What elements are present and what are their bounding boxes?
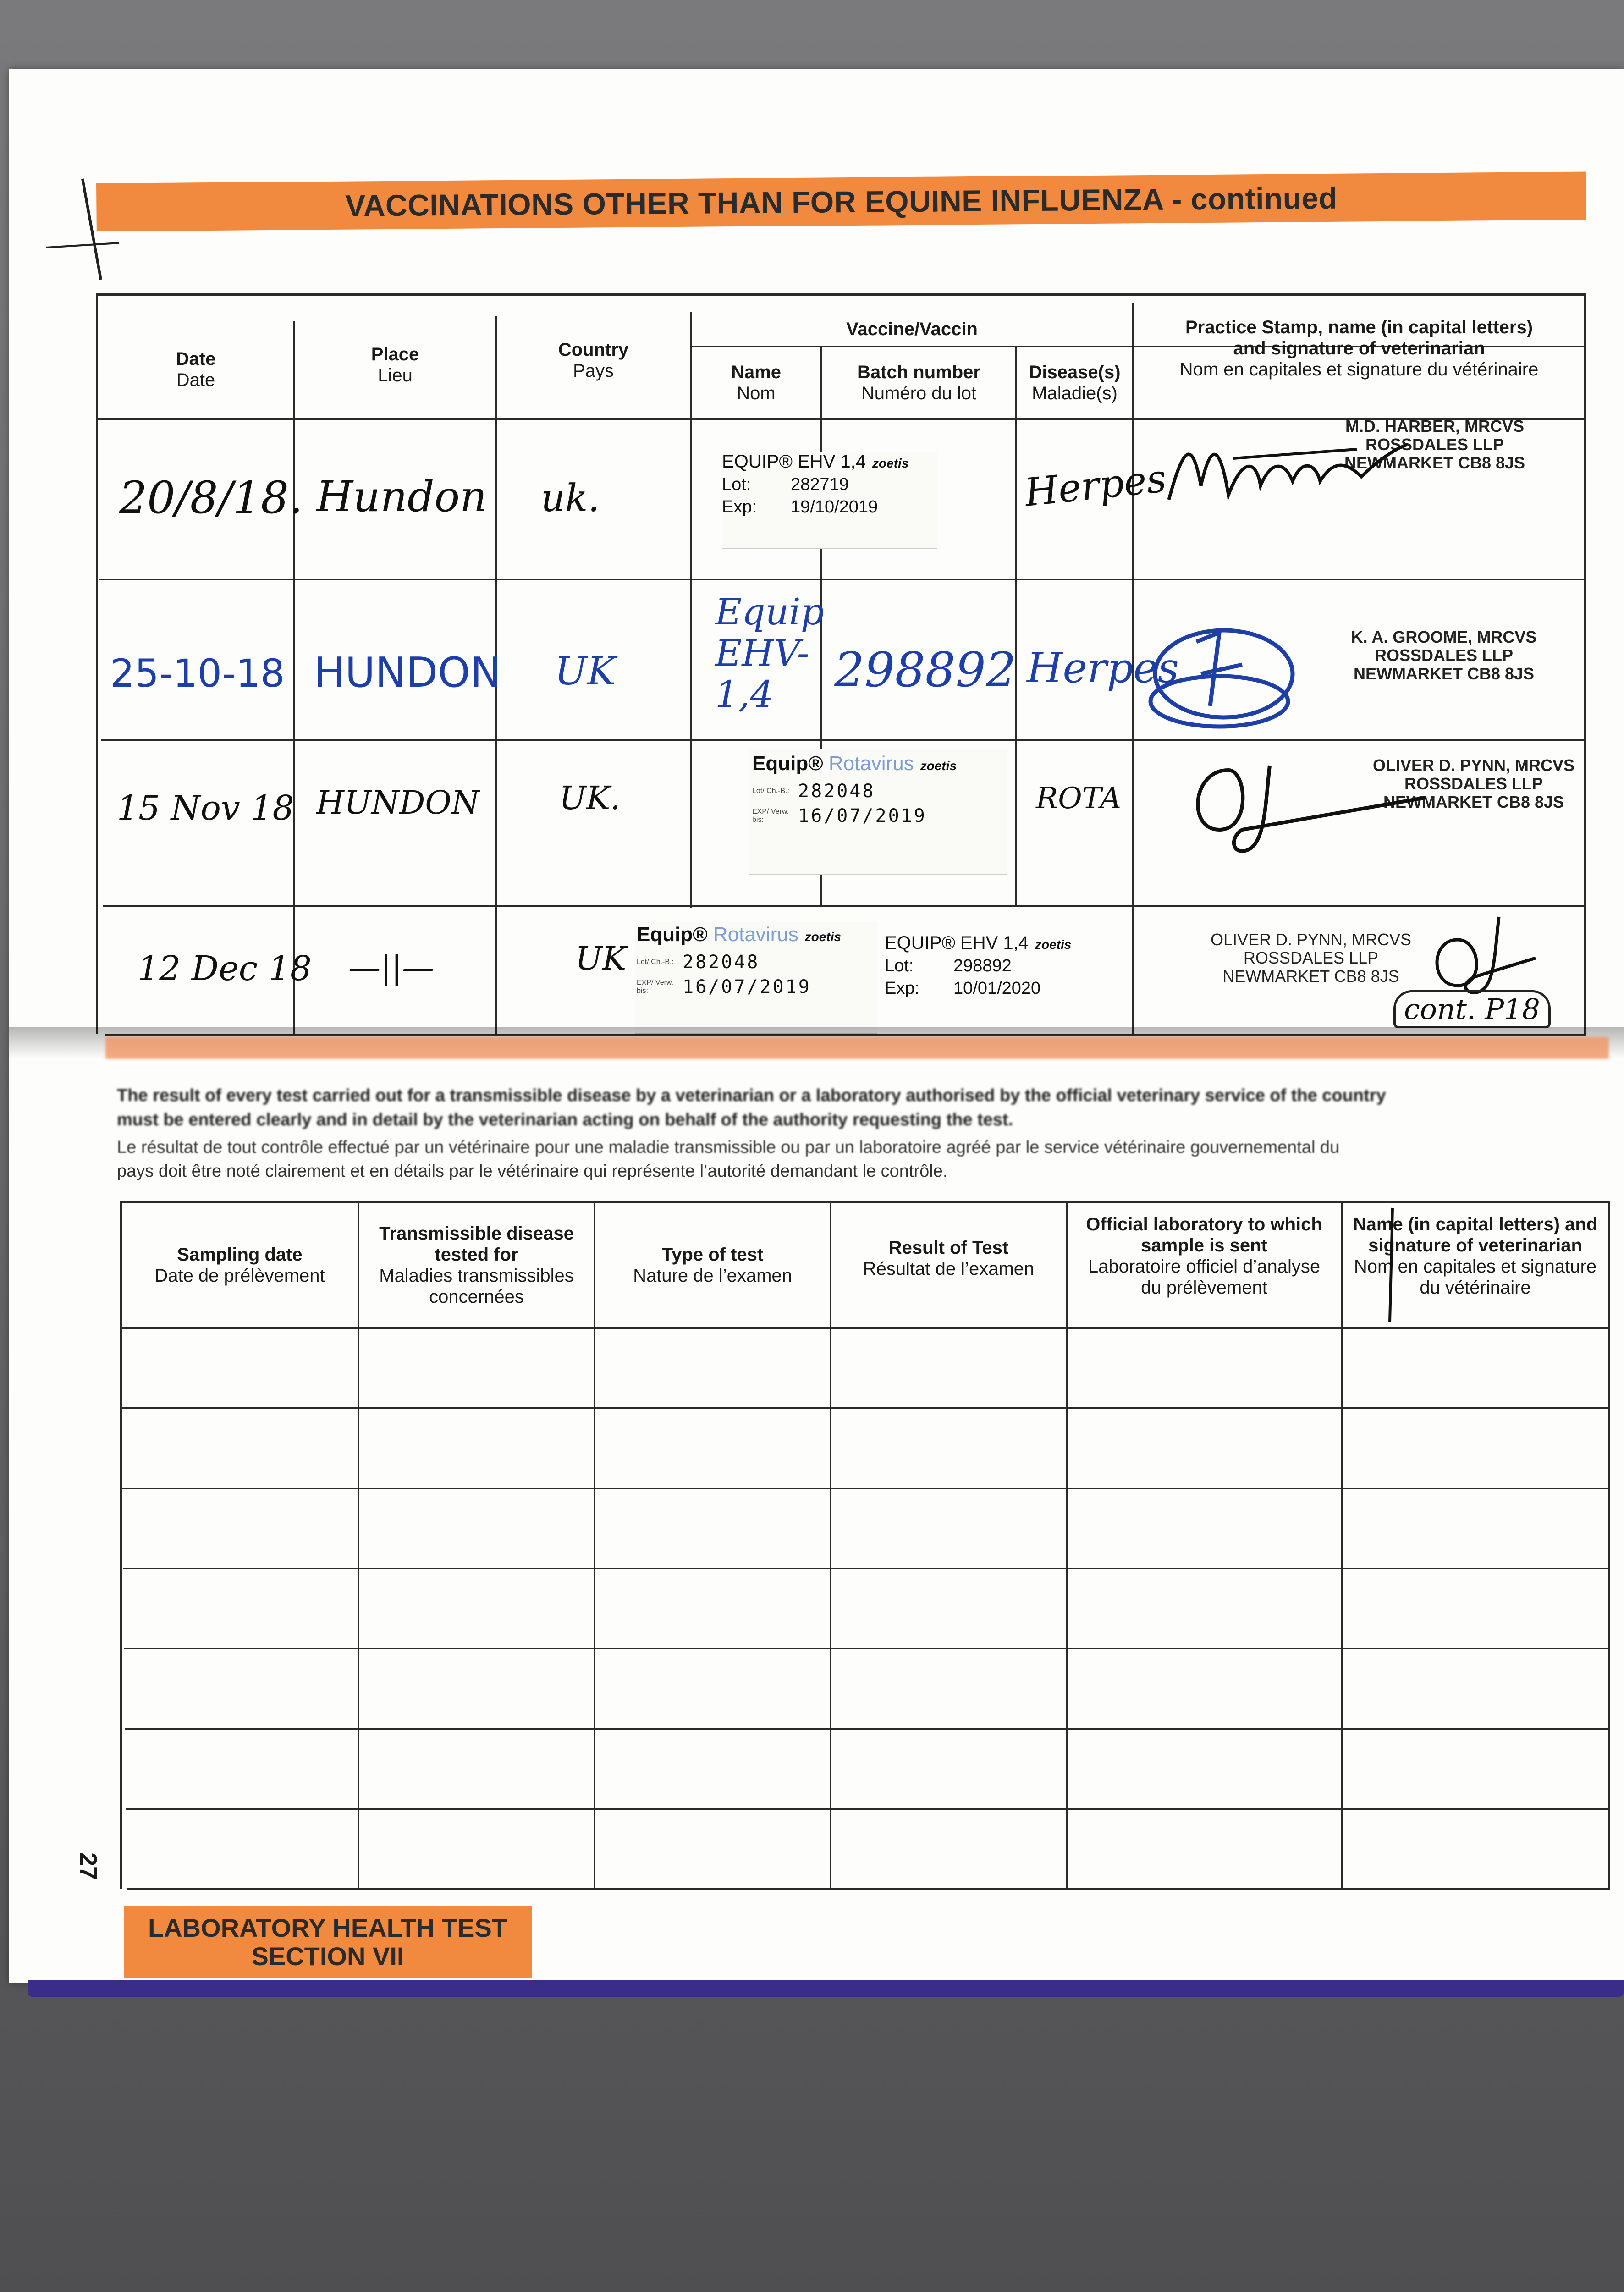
lab-header-vet-en-1: Name (in capital letters) and bbox=[1353, 1214, 1598, 1234]
row3-label-lot-label: Lot/ Ch.-B.: bbox=[752, 787, 789, 795]
row2-stamp-line2: ROSSDALES LLP bbox=[1374, 646, 1514, 665]
zoetis-logo: zoetis bbox=[920, 759, 957, 773]
lab-header-lab-fr-1: Laboratoire officiel d’analyse bbox=[1088, 1256, 1321, 1277]
lab-header-result-en: Result of Test bbox=[888, 1238, 1009, 1258]
lab-header-disease bbox=[359, 1203, 594, 1327]
row4-label-lot: 282048 bbox=[683, 952, 760, 973]
table-rule bbox=[1608, 1201, 1610, 1889]
row1-label-product: EQUIP® EHV 1,4 bbox=[722, 452, 866, 472]
row2-name-line3: 1,4 bbox=[715, 673, 774, 716]
header-stamp-fr: Nom en capitales et signature du vétérinaire bbox=[1179, 359, 1539, 380]
row3-label-product-accent: Rotavirus bbox=[828, 752, 914, 775]
passport-cover-edge bbox=[28, 1980, 1624, 1997]
row3-place: HUNDON bbox=[316, 784, 480, 821]
lab-header-lab-en-2: sample is sent bbox=[1141, 1235, 1267, 1256]
lab-header-type bbox=[595, 1203, 830, 1327]
row1-disease: Herpes bbox=[1022, 456, 1168, 515]
lab-header-lab-fr-2: du prélèvement bbox=[1141, 1278, 1267, 1298]
row2-name-line2: EHV- bbox=[715, 632, 809, 674]
lab-header-result bbox=[831, 1203, 1066, 1313]
header-place-en: Place bbox=[371, 344, 419, 364]
row4-label-product-accent: Rotavirus bbox=[713, 923, 798, 946]
header-disease-en: Disease(s) bbox=[1029, 362, 1121, 382]
zoetis-logo: zoetis bbox=[804, 930, 842, 944]
row1-date: 20/8/18. bbox=[119, 472, 303, 523]
lab-header-type-fr: Nature de l’examen bbox=[633, 1266, 792, 1286]
row2-batch: 298892 bbox=[834, 642, 1017, 698]
row4-label2-exp: 10/01/2020 bbox=[953, 979, 1041, 998]
row3-disease: ROTA bbox=[1036, 782, 1122, 815]
row3-date: 15 Nov 18 bbox=[117, 788, 294, 828]
row1-label-lot: 282719 bbox=[791, 475, 849, 494]
row4-date: 12 Dec 18 bbox=[138, 949, 312, 988]
row1-place: Hundon bbox=[316, 472, 487, 521]
row2-stamp-line3: NEWMARKET CB8 8JS bbox=[1353, 664, 1535, 683]
row1-label-exp-label: Exp: bbox=[722, 497, 757, 517]
row1-country: uk. bbox=[541, 477, 600, 520]
row3-label-exp-label: EXP/ Verw. bis: bbox=[752, 808, 789, 824]
lab-header-vet-fr-2: du vétérinaire bbox=[1420, 1278, 1531, 1298]
row4-note: cont. P18 bbox=[1393, 990, 1551, 1028]
table-rule bbox=[121, 1407, 1610, 1409]
row3-country: UK. bbox=[559, 779, 621, 817]
header-batch-fr: Numéro du lot bbox=[861, 383, 977, 403]
table-rule bbox=[123, 1568, 1610, 1569]
row3-label-lot: 282048 bbox=[798, 781, 875, 802]
row1-label-exp: 19/10/2019 bbox=[791, 497, 878, 517]
header-name-fr: Nom bbox=[737, 383, 776, 403]
row1-stamp-line3: NEWMARKET CB8 8JS bbox=[1344, 453, 1525, 472]
row4-label-exp-label: EXP/ Verw. bis: bbox=[637, 979, 674, 995]
lab-intro-en-1: The result of every test carried out for a transmissible disease by a veterinarian or a laboratory authorised by the official veterinary service of the country bbox=[117, 1086, 1386, 1105]
row4-label-product: Equip® bbox=[637, 923, 708, 946]
row3-label-product: Equip® bbox=[752, 752, 823, 775]
row4-label2-product: EQUIP® EHV 1,4 bbox=[885, 933, 1029, 953]
row4-stamp-line2: ROSSDALES LLP bbox=[1243, 948, 1379, 967]
lab-header-sampling-fr: Date de prélèvement bbox=[154, 1266, 325, 1286]
header-country-fr: Pays bbox=[573, 361, 614, 381]
row4-place: —||— bbox=[348, 949, 435, 986]
table-rule bbox=[122, 1488, 1610, 1489]
header-stamp-en-2: and signature of veterinarian bbox=[1233, 338, 1485, 358]
pen-mark bbox=[1384, 1206, 1398, 1325]
row2-place: HUNDON bbox=[314, 649, 501, 697]
section-banner-line1: LABORATORY HEALTH TEST bbox=[148, 1913, 507, 1942]
lab-intro-fr-1: Le résultat de tout contrôle effectué par un vétérinaire pour une maladie transmissible ou par un laboratoire agréé par le service vétérinaire gouvernemental du bbox=[117, 1138, 1340, 1157]
zoetis-logo: zoetis bbox=[872, 456, 909, 470]
row3-stamp-line1: OLIVER D. PYNN, MRCVS bbox=[1372, 756, 1575, 775]
section-banner-line2: SECTION VII bbox=[251, 1942, 404, 1971]
lab-header-sampling-en: Sampling date bbox=[177, 1245, 303, 1265]
row4-label2-lot: 298892 bbox=[953, 956, 1012, 975]
row4-country: UK bbox=[575, 940, 627, 977]
header-disease-fr: Maladie(s) bbox=[1032, 383, 1118, 403]
row2-stamp-line1: K. A. GROOME, MRCVS bbox=[1351, 628, 1537, 646]
row4-label-lot-label: Lot/ Ch.-B.: bbox=[637, 958, 674, 966]
lab-header-lab bbox=[1068, 1203, 1341, 1309]
lab-header-lab-en-1: Official laboratory to which bbox=[1086, 1214, 1322, 1234]
row2-name-line1: Equip bbox=[715, 590, 824, 633]
header-place-fr: Lieu bbox=[378, 365, 413, 386]
row4-label-exp: 16/07/2019 bbox=[683, 976, 811, 997]
lab-header-type-en: Type of test bbox=[661, 1245, 764, 1265]
header-vaccine-group-label: Vaccine/Vaccin bbox=[846, 319, 978, 339]
lab-header-disease-en-2: tested for bbox=[435, 1245, 518, 1265]
table-rule bbox=[126, 1808, 1610, 1810]
row1-stamp-line2: ROSSDALES LLP bbox=[1365, 435, 1504, 454]
row3-stamp-line3: NEWMARKET CB8 8JS bbox=[1383, 793, 1564, 811]
row2-date: 25-10-18 bbox=[110, 651, 285, 696]
header-country-en: Country bbox=[558, 340, 629, 360]
row4-stamp-line1: OLIVER D. PYNN, MRCVS bbox=[1210, 930, 1412, 949]
row4-label2-exp-label: Exp: bbox=[885, 979, 920, 998]
row2-disease: Herpes bbox=[1027, 644, 1179, 692]
lab-header-disease-fr-2: concernées bbox=[429, 1287, 524, 1307]
row2-country: UK bbox=[555, 649, 616, 694]
header-name-en: Name bbox=[731, 362, 781, 382]
header-date-en: Date bbox=[176, 349, 216, 369]
page-title: VACCINATIONS OTHER THAN FOR EQUINE INFLUENZA - continued bbox=[96, 171, 1586, 231]
lab-header-disease-en-1: Transmissible disease bbox=[379, 1223, 574, 1244]
lab-header-sampling bbox=[122, 1203, 358, 1327]
table-border-bottom bbox=[127, 1888, 1610, 1890]
table-rule bbox=[125, 1728, 1610, 1730]
lab-intro-en-2: must be entered clearly and in detail by the veterinarian acting on behalf of the authority requesting the test. bbox=[117, 1110, 1013, 1129]
row1-stamp-line1: M.D. HARBER, MRCVS bbox=[1345, 417, 1524, 435]
lab-header-disease-fr-1: Maladies transmissibles bbox=[379, 1266, 574, 1286]
lab-header-result-fr: Résultat de l’examen bbox=[863, 1259, 1035, 1279]
table-rule bbox=[120, 1327, 1610, 1329]
header-stamp-en-1: Practice Stamp, name (in capital letters) bbox=[1185, 317, 1533, 337]
page-number: 27 bbox=[74, 1852, 102, 1880]
header-date-fr: Date bbox=[176, 370, 215, 390]
row4-label2-lot-label: Lot: bbox=[885, 956, 914, 975]
section-banner bbox=[124, 1906, 532, 1978]
lab-header-vet-fr-1: Nom en capitales et signature bbox=[1354, 1256, 1597, 1277]
header-batch-en: Batch number bbox=[857, 362, 980, 382]
lab-intro-fr-2: pays doit être noté clairement et en détails par le vétérinaire qui représente l’autorité demandant le contrôle. bbox=[117, 1162, 948, 1181]
row1-label-lot-label: Lot: bbox=[722, 475, 751, 494]
row4-stamp-line3: NEWMARKET CB8 8JS bbox=[1222, 967, 1399, 986]
lab-header-vet-en-2: signature of veterinarian bbox=[1368, 1235, 1582, 1256]
zoetis-logo: zoetis bbox=[1035, 937, 1072, 952]
row3-stamp-line2: ROSSDALES LLP bbox=[1404, 774, 1543, 793]
lab-header-vet bbox=[1343, 1203, 1608, 1309]
row3-label-exp: 16/07/2019 bbox=[798, 805, 927, 826]
table-rule bbox=[124, 1648, 1610, 1649]
